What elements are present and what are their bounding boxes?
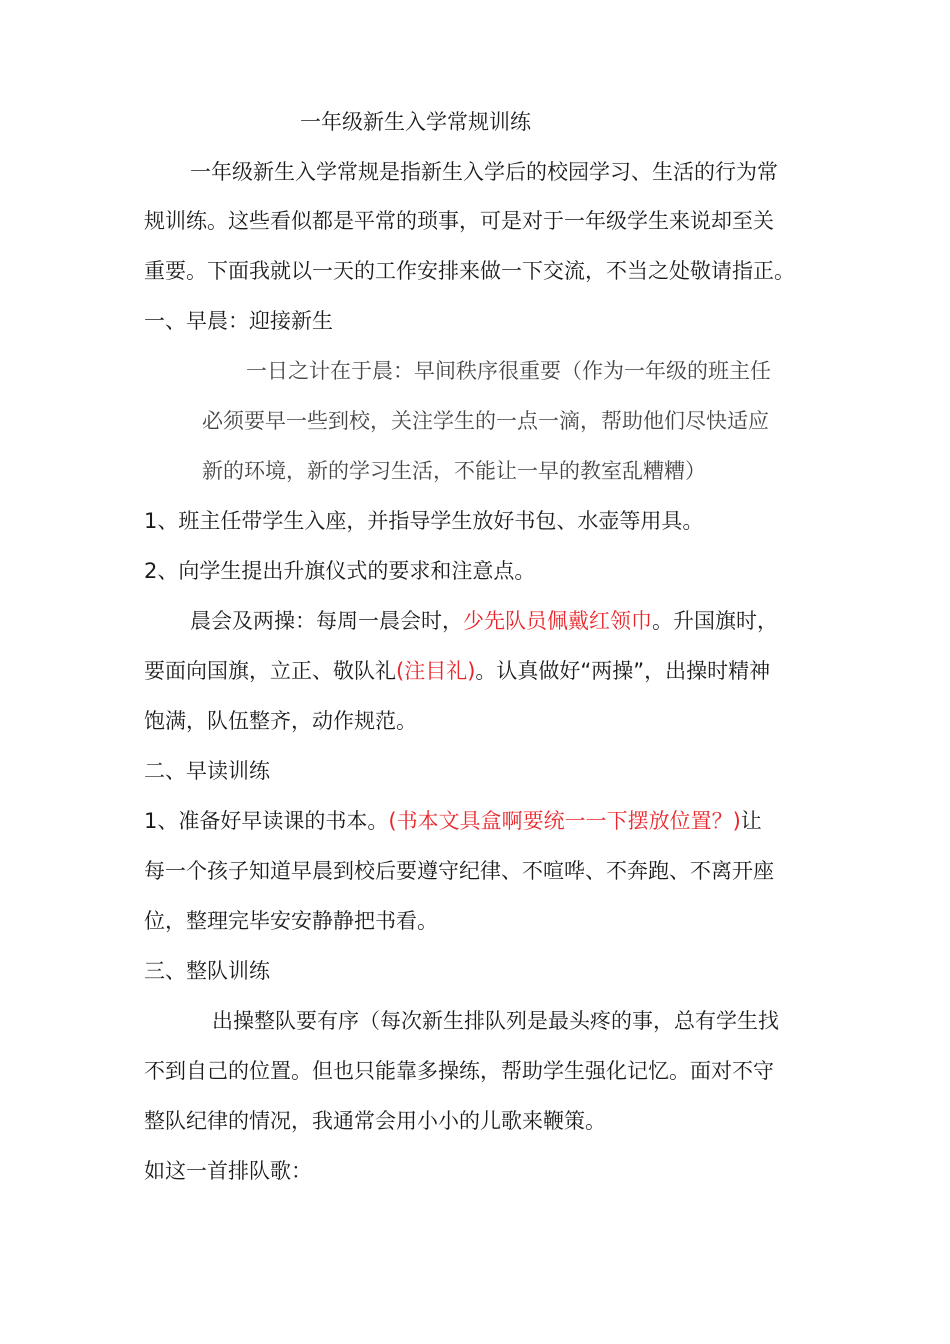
section2-line-3: 位，整理完毕安安静静把书看。: [144, 909, 438, 933]
morning-line-1-text-a: 晨会及两操：每周一晨会时，: [190, 609, 463, 633]
section1-note-line-1: 一日之计在于晨：早间秩序很重要（作为一年级的班主任: [246, 359, 771, 383]
section3-example: 如这一首排队歌：: [144, 1159, 312, 1183]
morning-line-1: [190, 606, 778, 636]
document-title: 一年级新生入学常规训练: [300, 110, 531, 134]
section3-line-1: 出操整队要有序（每次新生排队列是最头疼的事，总有学生找: [212, 1009, 779, 1033]
section2-red-highlight: (书本文具盒啊要统一一下摆放位置？): [388, 809, 741, 833]
section2-line-1-text-a: 1、准备好早读课的书本。: [144, 809, 389, 833]
section2-line-1: [144, 806, 762, 836]
section1-note-line-3: 新的环境，新的学习生活，不能让一早的教室乱糟糟）: [202, 459, 706, 483]
morning-red-highlight-2: (注目礼): [396, 659, 476, 683]
morning-line-1-text-b: 。升国旗时，: [652, 609, 778, 633]
section2-line-1-text-b: 让: [740, 809, 762, 833]
section3-heading: 三、整队训练: [144, 959, 270, 983]
morning-line-2: [144, 656, 770, 686]
morning-line-3: 饱满，队伍整齐，动作规范。: [144, 709, 417, 733]
section1-item-2: 2、向学生提出升旗仪式的要求和注意点。: [144, 559, 536, 583]
intro-line-1: 一年级新生入学常规是指新生入学后的校园学习、生活的行为常: [190, 160, 778, 184]
section1-item-1: 1、班主任带学生入座，并指导学生放好书包、水壶等用具。: [144, 509, 704, 533]
section3-line-2: 不到自己的位置。但也只能靠多操练，帮助学生强化记忆。面对不守: [144, 1059, 774, 1083]
morning-red-highlight-1: 少先队员佩戴红领巾: [463, 609, 652, 633]
section3-line-3: 整队纪律的情况，我通常会用小小的儿歌来鞭策。: [144, 1109, 606, 1133]
section2-line-2: 每一个孩子知道早晨到校后要遵守纪律、不喧哗、不奔跑、不离开座: [144, 859, 774, 883]
intro-line-2: 规训练。这些看似都是平常的琐事，可是对于一年级学生来说却至关: [144, 209, 774, 233]
intro-line-3: 重要。下面我就以一天的工作安排来做一下交流，不当之处敬请指正。: [144, 259, 795, 283]
section1-note-line-2: 必须要早一些到校，关注学生的一点一滴，帮助他们尽快适应: [202, 409, 769, 433]
morning-line-2-text-b: 。认真做好“两操”，出操时精神: [475, 659, 771, 683]
section1-heading: 一、早晨：迎接新生: [144, 309, 333, 333]
section2-heading: 二、早读训练: [144, 759, 270, 783]
morning-line-2-text-a: 要面向国旗，立正、敬队礼: [144, 659, 396, 683]
